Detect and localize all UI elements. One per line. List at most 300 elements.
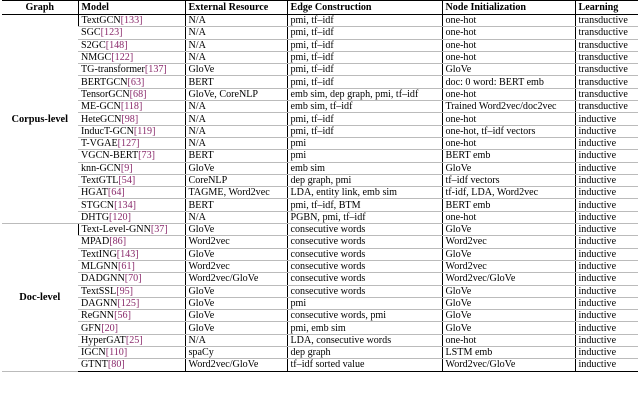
node-initialization-cell: one-hot: [442, 51, 575, 63]
model-cell: [78, 199, 185, 211]
node-initialization-cell: GloVe: [442, 248, 575, 260]
citation-close: ]: [139, 15, 143, 27]
citation-close: ]: [122, 236, 127, 248]
model-name: MLGNN: [81, 261, 119, 273]
citation-open: [: [105, 39, 110, 51]
external-resource-cell: BERT: [185, 199, 287, 211]
edge-construction-cell: LDA, entity link, emb sim: [287, 187, 442, 199]
edge-construction-cell: tf–idf sorted value: [287, 359, 442, 371]
table-row: [2, 101, 638, 113]
model-cell: [78, 236, 185, 248]
citation-close: ]: [143, 88, 147, 100]
edge-construction-cell: pmi: [287, 137, 442, 149]
learning-cell: transductive: [575, 15, 638, 27]
citation-link[interactable]: 127: [121, 138, 137, 150]
edge-construction-cell: pmi: [287, 150, 442, 162]
model-cell: [78, 297, 185, 309]
model-cell: [78, 137, 185, 149]
edge-construction-cell: LDA, consecutive words: [287, 334, 442, 346]
learning-cell: transductive: [575, 88, 638, 100]
external-resource-cell: N/A: [185, 137, 287, 149]
external-resource-cell: N/A: [185, 15, 287, 27]
learning-cell: inductive: [575, 187, 638, 199]
learning-cell: inductive: [575, 199, 638, 211]
citation-close: ]: [134, 113, 139, 125]
node-initialization-cell: Word2vec: [442, 260, 575, 272]
citation-open: [: [109, 211, 113, 223]
citation-link[interactable]: 25: [129, 334, 140, 346]
citation-open: [: [107, 359, 112, 371]
external-resource-cell: GloVe: [185, 248, 287, 260]
external-resource-cell: GloVe: [185, 64, 287, 76]
model-name: TextGCN: [81, 15, 121, 27]
citation-close: ]: [124, 39, 128, 51]
model-cell: [78, 51, 185, 63]
model-cell: [78, 359, 185, 371]
model-name: IGCN: [81, 347, 106, 359]
learning-cell: inductive: [575, 236, 638, 248]
learning-cell: transductive: [575, 64, 638, 76]
model-cell: [78, 334, 185, 346]
citation-link[interactable]: 9: [124, 162, 130, 174]
model-name: GTNT: [81, 359, 108, 371]
node-initialization-cell: one-hot: [442, 27, 575, 39]
citation-link[interactable]: 64: [111, 187, 122, 199]
table-row: [2, 51, 638, 63]
header-graph: Graph: [2, 1, 78, 15]
model-cell: [78, 248, 185, 260]
node-initialization-cell: tf-idf, LDA, Word2vec: [442, 187, 575, 199]
model-name: TextGTL: [81, 175, 119, 186]
citation-close: ]: [127, 310, 131, 322]
edge-construction-cell: consecutive words: [287, 236, 442, 248]
citation-close: ]: [132, 199, 136, 211]
external-resource-cell: TAGME, Word2vec: [185, 187, 287, 199]
citation-open: [: [120, 101, 125, 113]
citation-open: [: [121, 113, 125, 125]
external-resource-cell: N/A: [185, 113, 287, 125]
node-initialization-cell: Word2vec/GloVe: [442, 359, 575, 371]
learning-cell: transductive: [575, 27, 638, 39]
citation-open: [: [105, 347, 110, 359]
model-name: knn-GCN: [81, 162, 121, 174]
model-cell: [78, 211, 185, 223]
external-resource-cell: GloVe: [185, 285, 287, 297]
model-cell: [78, 285, 185, 297]
edge-construction-cell: pmi, tf–idf: [287, 27, 442, 39]
learning-cell: inductive: [575, 211, 638, 223]
model-cell: [78, 113, 185, 125]
citation-open: [: [120, 15, 124, 27]
citation-close: ]: [129, 162, 133, 174]
citation-close: ]: [131, 261, 135, 273]
header-external-resource: External Resource: [185, 1, 287, 15]
citation-close: ]: [131, 175, 136, 186]
external-resource-cell: GloVe: [185, 162, 287, 174]
citation-close: ]: [164, 224, 168, 236]
citation-link[interactable]: 20: [104, 322, 115, 334]
model-name: DADGNN: [81, 273, 125, 285]
citation-open: [: [118, 261, 122, 273]
learning-cell: inductive: [575, 273, 638, 285]
table-row: [2, 347, 638, 359]
citation-close: ]: [123, 347, 128, 359]
learning-cell: inductive: [575, 150, 638, 162]
group-label: Doc-level: [2, 224, 78, 372]
citation-open: [: [101, 322, 105, 334]
header-model: Model: [78, 1, 185, 15]
model-name: HGAT: [81, 187, 108, 199]
model-name: ReGNN: [81, 310, 115, 322]
citation-open: [: [116, 285, 120, 297]
citation-close: ]: [138, 101, 143, 113]
learning-cell: inductive: [575, 334, 638, 346]
external-resource-cell: GloVe, CoreNLP: [185, 88, 287, 100]
citation-close: ]: [139, 334, 143, 346]
citation-open: [: [107, 187, 112, 199]
learning-cell: inductive: [575, 137, 638, 149]
citation-link[interactable]: 68: [133, 88, 144, 100]
citation-link[interactable]: 95: [119, 285, 130, 297]
model-cell: [78, 273, 185, 285]
node-initialization-cell: BERT emb: [442, 150, 575, 162]
node-initialization-cell: one-hot: [442, 88, 575, 100]
citation-close: ]: [114, 322, 119, 334]
learning-cell: inductive: [575, 113, 638, 125]
citation-open: [: [133, 125, 138, 137]
model-cell: [78, 27, 185, 39]
citation-open: [: [125, 334, 130, 346]
edge-construction-cell: consecutive words: [287, 224, 442, 236]
learning-cell: transductive: [575, 101, 638, 113]
edge-construction-cell: pmi, tf–idf: [287, 15, 442, 27]
table-row: [2, 260, 638, 272]
model-cell: [78, 162, 185, 174]
external-resource-cell: Word2vec: [185, 260, 287, 272]
model-cell: [78, 174, 185, 186]
model-cell: [78, 150, 185, 162]
external-resource-cell: GloVe: [185, 297, 287, 309]
table-row: [2, 334, 638, 346]
edge-construction-cell: pmi, tf–idf: [287, 51, 442, 63]
citation-close: ]: [121, 187, 125, 199]
citation-link[interactable]: 37: [154, 224, 165, 236]
node-initialization-cell: one-hot: [442, 113, 575, 125]
citation-close: ]: [129, 285, 134, 297]
citation-link[interactable]: 54: [121, 175, 132, 186]
citation-link[interactable]: 61: [121, 261, 132, 273]
edge-construction-cell: emb sim: [287, 162, 442, 174]
citation-link[interactable]: 134: [117, 199, 133, 211]
citation-close: ]: [151, 150, 155, 162]
external-resource-cell: GloVe: [185, 322, 287, 334]
model-cell: [78, 101, 185, 113]
table-row: [2, 27, 638, 39]
table-row: [2, 113, 638, 125]
node-initialization-cell: LSTM emb: [442, 347, 575, 359]
node-initialization-cell: GloVe: [442, 297, 575, 309]
model-name: S2GC: [81, 39, 106, 51]
learning-cell: transductive: [575, 51, 638, 63]
external-resource-cell: BERT: [185, 76, 287, 88]
citation-close: ]: [129, 52, 134, 64]
external-resource-cell: Word2vec: [185, 236, 287, 248]
citation-close: ]: [135, 297, 140, 309]
table-row: [2, 187, 638, 199]
learning-cell: transductive: [575, 76, 638, 88]
external-resource-cell: spaCy: [185, 347, 287, 359]
table-body: [2, 15, 638, 372]
node-initialization-cell: GloVe: [442, 64, 575, 76]
node-initialization-cell: one-hot: [442, 137, 575, 149]
model-name: Text-Level-GNN: [81, 224, 151, 236]
external-resource-cell: N/A: [185, 27, 287, 39]
node-initialization-cell: Word2vec/GloVe: [442, 273, 575, 285]
table-row: [2, 39, 638, 51]
citation-open: [: [114, 199, 118, 211]
learning-cell: inductive: [575, 174, 638, 186]
edge-construction-cell: pmi, tf–idf: [287, 125, 442, 137]
external-resource-cell: Word2vec/GloVe: [185, 359, 287, 371]
model-name: TextING: [81, 248, 117, 260]
citation-link[interactable]: 133: [123, 15, 140, 27]
node-initialization-cell: one-hot: [442, 211, 575, 223]
model-cell: [78, 260, 185, 272]
model-name: ME-GCN: [81, 101, 121, 113]
edge-construction-cell: PGBN, pmi, tf–idf: [287, 211, 442, 223]
table-row: [2, 150, 638, 162]
citation-open: [: [117, 297, 121, 309]
citation-open: [: [114, 310, 118, 322]
citation-open: [: [120, 162, 125, 174]
model-cell: [78, 88, 185, 100]
table-row: [2, 199, 638, 211]
external-resource-cell: N/A: [185, 39, 287, 51]
table-row: [2, 125, 638, 137]
edge-construction-cell: consecutive words: [287, 273, 442, 285]
edge-construction-cell: pmi: [287, 297, 442, 309]
citation-open: [: [124, 273, 129, 285]
external-resource-cell: GloVe: [185, 224, 287, 236]
learning-cell: inductive: [575, 162, 638, 174]
citation-link[interactable]: 119: [137, 125, 153, 137]
node-initialization-cell: Word2vec: [442, 236, 575, 248]
gnn-comparison-table: [2, 0, 638, 372]
node-initialization-cell: one-hot: [442, 39, 575, 51]
citation-open: [: [127, 76, 131, 88]
model-cell: [78, 15, 185, 27]
citation-link[interactable]: 70: [128, 273, 139, 285]
citation-link[interactable]: 143: [120, 248, 136, 260]
learning-cell: inductive: [575, 297, 638, 309]
model-cell: [78, 310, 185, 322]
table-row: [2, 273, 638, 285]
node-initialization-cell: tf–idf vectors: [442, 174, 575, 186]
edge-construction-cell: consecutive words: [287, 260, 442, 272]
table-row: [2, 76, 638, 88]
table-row: [2, 162, 638, 174]
citation-open: [: [138, 150, 142, 162]
model-name: HyperGAT: [81, 334, 126, 346]
learning-cell: inductive: [575, 310, 638, 322]
model-name: InducT-GCN: [81, 125, 134, 137]
learning-cell: inductive: [575, 359, 638, 371]
citation-open: [: [118, 175, 122, 186]
edge-construction-cell: pmi, tf–idf: [287, 39, 442, 51]
model-cell: [78, 322, 185, 334]
model-name: HeteGCN: [81, 113, 122, 125]
node-initialization-cell: GloVe: [442, 310, 575, 322]
learning-cell: inductive: [575, 322, 638, 334]
citation-link[interactable]: 80: [111, 359, 122, 371]
citation-close: ]: [136, 138, 140, 150]
citation-close: ]: [138, 273, 142, 285]
table-row: [2, 285, 638, 297]
model-cell: [78, 187, 185, 199]
citation-close: ]: [163, 64, 167, 76]
learning-cell: inductive: [575, 347, 638, 359]
edge-construction-cell: emb sim, tf–idf: [287, 101, 442, 113]
learning-cell: inductive: [575, 224, 638, 236]
table-row: [2, 15, 638, 27]
learning-cell: transductive: [575, 39, 638, 51]
citation-open: [: [117, 138, 122, 150]
table-row: [2, 224, 638, 236]
table-row: [2, 88, 638, 100]
table-row: [2, 297, 638, 309]
table-row: [2, 174, 638, 186]
citation-link[interactable]: 122: [114, 52, 130, 64]
node-initialization-cell: GloVe: [442, 322, 575, 334]
edge-construction-cell: consecutive words: [287, 248, 442, 260]
node-initialization-cell: one-hot, tf–idf vectors: [442, 125, 575, 137]
table-row: [2, 322, 638, 334]
header-node-initialization: Node Initialization: [442, 1, 575, 15]
model-name: DHTG: [81, 211, 110, 223]
citation-link[interactable]: 120: [112, 211, 128, 223]
external-resource-cell: GloVe: [185, 310, 287, 322]
citation-close: ]: [152, 125, 156, 137]
node-initialization-cell: one-hot: [442, 15, 575, 27]
edge-construction-cell: pmi, emb sim: [287, 322, 442, 334]
model-name: VGCN-BERT: [81, 150, 139, 162]
node-initialization-cell: GloVe: [442, 285, 575, 297]
learning-cell: inductive: [575, 260, 638, 272]
table-row: [2, 64, 638, 76]
model-name: STGCN: [81, 199, 115, 211]
edge-construction-cell: dep graph: [287, 347, 442, 359]
model-name: DAGNN: [81, 297, 118, 309]
model-cell: [78, 125, 185, 137]
group-label: Corpus-level: [2, 15, 78, 224]
model-cell: [78, 224, 185, 236]
external-resource-cell: N/A: [185, 101, 287, 113]
citation-link[interactable]: 63: [130, 76, 141, 88]
header-learning: Learning: [575, 1, 638, 15]
node-initialization-cell: GloVe: [442, 162, 575, 174]
external-resource-cell: Word2vec/GloVe: [185, 273, 287, 285]
citation-close: ]: [140, 76, 145, 88]
edge-construction-cell: dep graph, pmi: [287, 174, 442, 186]
citation-close: ]: [127, 211, 131, 223]
external-resource-cell: CoreNLP: [185, 174, 287, 186]
citation-link[interactable]: 56: [117, 310, 128, 322]
citation-open: [: [129, 88, 134, 100]
model-name: T-VGAE: [81, 138, 118, 150]
external-resource-cell: N/A: [185, 125, 287, 137]
edge-construction-cell: consecutive words, pmi: [287, 310, 442, 322]
table-row: [2, 211, 638, 223]
citation-open: [: [109, 236, 113, 248]
citation-link[interactable]: 110: [109, 347, 124, 359]
table-row: [2, 137, 638, 149]
citation-open: [: [144, 64, 149, 76]
edge-construction-cell: pmi, tf–idf: [287, 113, 442, 125]
node-initialization-cell: Trained Word2vec/doc2vec: [442, 101, 575, 113]
table-row: [2, 359, 638, 371]
model-name: TensorGCN: [81, 88, 130, 100]
edge-construction-cell: consecutive words: [287, 285, 442, 297]
citation-link[interactable]: 123: [104, 27, 120, 39]
node-initialization-cell: GloVe: [442, 224, 575, 236]
edge-construction-cell: pmi, tf–idf: [287, 64, 442, 76]
edge-construction-cell: pmi, tf–idf: [287, 76, 442, 88]
node-initialization-cell: one-hot: [442, 334, 575, 346]
model-name: SGC: [81, 27, 101, 39]
model-name: BERTGCN: [81, 76, 128, 88]
header-row: [2, 1, 638, 15]
table-row: [2, 248, 638, 260]
model-cell: [78, 64, 185, 76]
citation-link[interactable]: 137: [148, 64, 164, 76]
model-name: TextSSL: [81, 285, 117, 297]
edge-construction-cell: pmi, tf–idf, BTM: [287, 199, 442, 211]
citation-close: ]: [135, 248, 139, 260]
external-resource-cell: N/A: [185, 334, 287, 346]
model-name: TG-transformer: [81, 64, 145, 76]
citation-link[interactable]: 125: [120, 297, 136, 309]
table-row: [2, 310, 638, 322]
model-cell: [78, 347, 185, 359]
learning-cell: inductive: [575, 248, 638, 260]
external-resource-cell: N/A: [185, 51, 287, 63]
citation-link[interactable]: 73: [141, 150, 152, 162]
citation-open: [: [100, 27, 105, 39]
model-name: GFN: [81, 322, 102, 334]
learning-cell: inductive: [575, 285, 638, 297]
external-resource-cell: BERT: [185, 150, 287, 162]
citation-open: [: [150, 224, 155, 236]
node-initialization-cell: doc: 0 word: BERT emb: [442, 76, 575, 88]
external-resource-cell: N/A: [185, 211, 287, 223]
citation-link[interactable]: 148: [109, 39, 125, 51]
citation-link[interactable]: 118: [124, 101, 139, 113]
model-cell: [78, 39, 185, 51]
learning-cell: inductive: [575, 125, 638, 137]
node-initialization-cell: BERT emb: [442, 199, 575, 211]
citation-close: ]: [119, 27, 123, 39]
model-cell: [78, 76, 185, 88]
citation-close: ]: [121, 359, 125, 371]
citation-open: [: [111, 52, 115, 64]
citation-open: [: [116, 248, 121, 260]
model-name: MPAD: [81, 236, 110, 248]
citation-link[interactable]: 98: [124, 113, 135, 125]
model-name: NMGC: [81, 52, 112, 64]
citation-link[interactable]: 86: [112, 236, 123, 248]
edge-construction-cell: emb sim, dep graph, pmi, tf–idf: [287, 88, 442, 100]
header-edge-construction: Edge Construction: [287, 1, 442, 15]
